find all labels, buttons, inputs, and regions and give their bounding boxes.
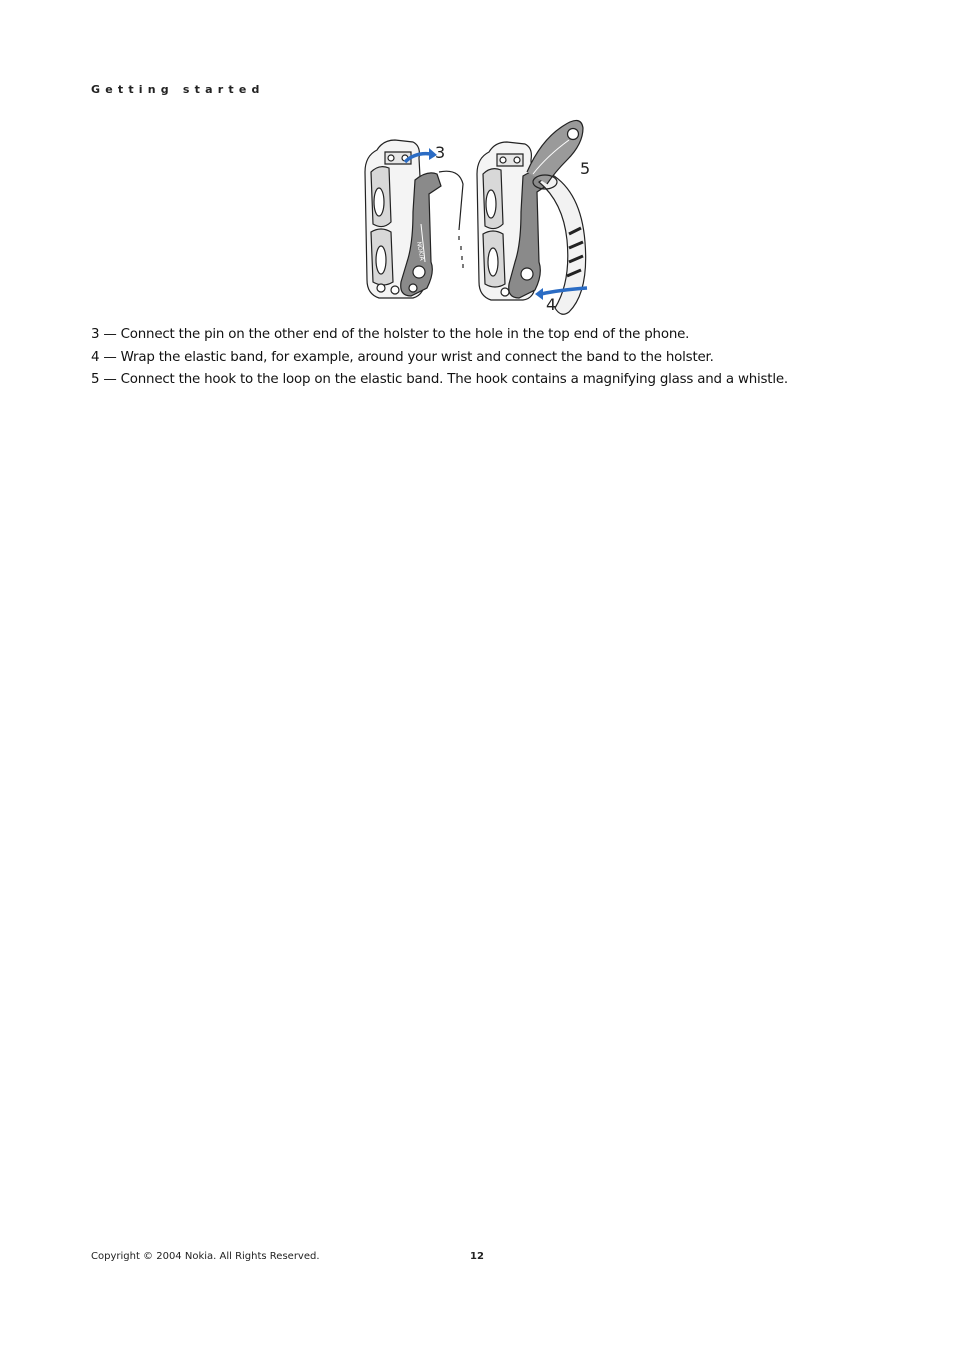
instruction-step-4: 4 — Wrap the elastic band, for example, around your wrist and connect the band to the holster. [91, 349, 714, 365]
brand-text: NOKIA [415, 241, 426, 262]
holster-diagram [355, 112, 600, 317]
instruction-step-3: 3 — Connect the pin on the other end of the holster to the hole in the top end of the phone. [91, 327, 690, 342]
instruction-step-5: 5 — Connect the hook to the loop on the elastic band. The hook contains a magnifying glass and a whistle. [91, 372, 788, 388]
arrow-4-head-icon [535, 288, 543, 300]
page-number: 12 [470, 1251, 484, 1262]
instruction-list [91, 324, 891, 392]
running-header: Getting started [91, 83, 265, 96]
holster-illustration [355, 112, 600, 317]
copyright-notice: Copyright © 2004 Nokia. All Rights Reserved. [91, 1251, 320, 1262]
callout-4: 4 [546, 295, 557, 314]
callout-5: 5 [580, 159, 591, 178]
callout-3: 3 [435, 143, 446, 162]
